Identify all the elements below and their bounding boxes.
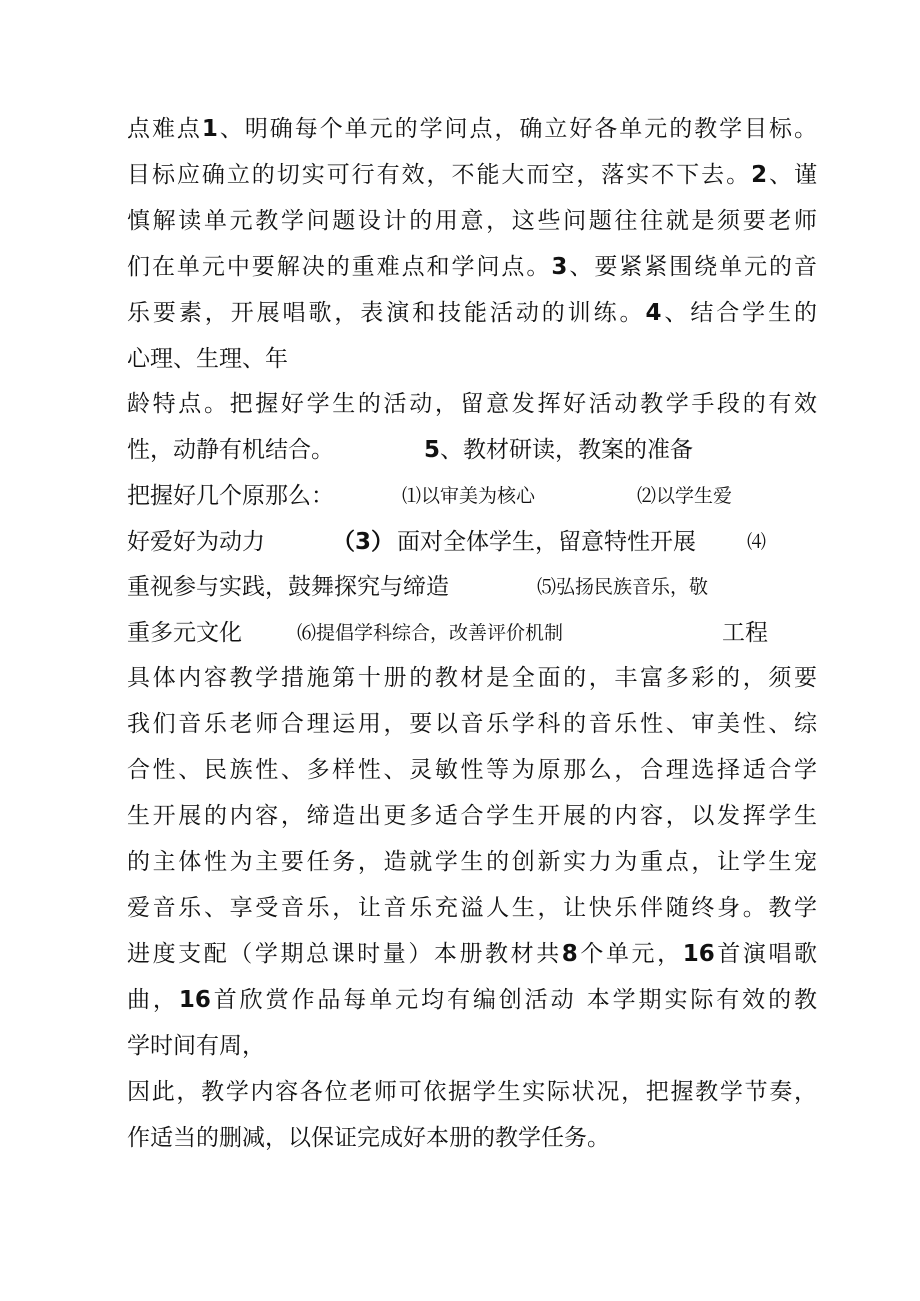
text-run: 首欣赏作品每单元均有编创活动 本学期实际有效的教	[210, 987, 818, 1013]
text-run: 面对全体学生，留意特性开展	[397, 529, 696, 555]
text-line	[127, 939, 817, 969]
text-run: 重多元文化	[127, 620, 242, 646]
text-run: 性，动静有机结合。	[127, 437, 334, 463]
text-run: 具体内容教学措施第十册的教材是全面的，丰富多彩的，须要	[127, 665, 817, 691]
text-run: 生开展的内容，缔造出更多适合学生开展的内容，以发挥学生	[127, 803, 817, 829]
text-run: 进度支配（学期总课时量）本册教材共	[127, 941, 562, 967]
text-run: 首演唱歌	[714, 941, 818, 967]
text-line	[127, 663, 817, 693]
text-run: 工程	[722, 620, 768, 646]
text-run: 的主体性为主要任务，造就学生的创新实力为重点，让学生宠	[127, 849, 817, 875]
text-run: 、谨	[767, 162, 818, 188]
text-line	[127, 893, 817, 923]
text-line	[127, 206, 817, 236]
text-run: ⑷	[747, 531, 767, 553]
text-line	[127, 527, 817, 557]
text-run: 、要紧紧围绕单元的音	[567, 254, 818, 280]
text-run: ⑸弘扬民族音乐，敬	[537, 576, 709, 598]
text-run: 因此，教学内容各位老师可依据学生实际状况，把握教学节奏，	[127, 1079, 817, 1105]
text-line	[127, 344, 817, 374]
text-run: 把握好几个原那么：	[127, 483, 334, 509]
text-line	[127, 114, 817, 144]
text-run: 重视参与实践，鼓舞探究与缔造	[127, 574, 449, 600]
number-marker: 16	[682, 941, 715, 967]
number-marker: 8	[561, 941, 578, 967]
text-line	[127, 847, 817, 877]
text-run: 点难点	[127, 116, 202, 142]
text-line	[127, 298, 817, 328]
text-run: 们在单元中要解决的重难点和学问点。	[127, 254, 552, 280]
text-run: 、教材研读，教案的准备	[440, 437, 694, 463]
text-line	[127, 252, 817, 282]
text-line	[127, 709, 817, 739]
text-line	[127, 572, 817, 602]
number-marker: 4	[645, 300, 662, 326]
text-line	[127, 435, 817, 465]
text-run: 慎解读单元教学问题设计的用意，这些问题往往就是须要老师	[127, 208, 817, 234]
text-run: 我们音乐老师合理运用，要以音乐学科的音乐性、审美性、综	[127, 711, 817, 737]
text-run: 目标应确立的切实可行有效，不能大而空，落实不下去。	[127, 162, 752, 188]
text-line	[127, 801, 817, 831]
text-run: 、明确每个单元的学问点，确立好各单元的教学目标。	[217, 116, 818, 142]
text-line	[127, 160, 817, 190]
text-line	[127, 389, 817, 419]
number-marker: 16	[178, 987, 211, 1013]
text-run: 、结合学生的	[661, 300, 818, 326]
text-run: 爱音乐、享受音乐，让音乐充溢人生，让快乐伴随终身。教学	[127, 895, 817, 921]
text-run: ⑴以审美为核心	[402, 485, 536, 507]
text-run: 龄特点。把握好学生的活动，留意发挥好活动教学手段的有效	[127, 391, 817, 417]
text-run: 心理、生理、年	[127, 346, 288, 372]
text-run: 曲，	[127, 987, 179, 1013]
text-line	[127, 481, 817, 511]
text-line	[127, 1031, 817, 1061]
text-line	[127, 1123, 817, 1153]
text-run: 乐要素，开展唱歌，表演和技能活动的训练。	[127, 300, 646, 326]
number-marker: 2	[751, 162, 768, 188]
text-run: 学时间有周，	[127, 1033, 265, 1059]
text-line	[127, 1077, 817, 1107]
text-run: 合性、民族性、多样性、灵敏性等为原那么，合理选择适合学	[127, 757, 817, 783]
number-marker: 3	[551, 254, 568, 280]
text-run: ⑹提倡学科综合，改善评价机制	[297, 622, 564, 644]
text-line	[127, 618, 817, 648]
text-run: ⑵以学生爱	[637, 485, 733, 507]
text-run: 作适当的删减，以保证完成好本册的教学任务。	[127, 1125, 610, 1151]
text-run: 个单元，	[577, 941, 683, 967]
number-marker: （3）	[332, 529, 395, 555]
text-line	[127, 755, 817, 785]
number-marker: 1	[201, 116, 218, 142]
number-marker: 5	[424, 437, 441, 463]
text-run: 好爱好为动力	[127, 529, 265, 555]
text-line	[127, 985, 817, 1015]
